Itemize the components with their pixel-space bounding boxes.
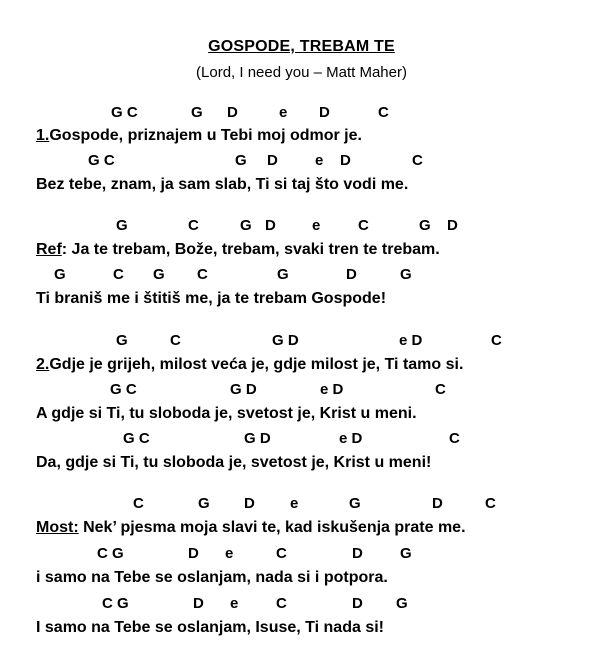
lyric-text: Gospode, priznajem u Tebi moj odmor je. (49, 127, 362, 144)
chord: C (170, 332, 181, 349)
chord: D (432, 495, 443, 512)
chord: C (133, 495, 144, 512)
chord: D (352, 545, 363, 562)
chord: G (235, 152, 247, 169)
verse2-line1 (36, 355, 463, 375)
chord: G C (123, 430, 150, 447)
verse2-line3: Da, gdje si Ti, tu sloboda je, svetost je, Krist u meni! (36, 454, 432, 471)
chord: G (349, 495, 361, 512)
chord: e D (339, 430, 363, 447)
chord: D (193, 595, 204, 612)
chord: D (188, 545, 199, 562)
chord: G (191, 104, 203, 121)
chord: e (230, 595, 239, 612)
chord: D (352, 595, 363, 612)
chord: e D (399, 332, 423, 349)
chord: G D (272, 332, 299, 349)
chord: D (346, 266, 357, 283)
chord: G C (110, 381, 137, 398)
refrain-line2: Ti braniš me i štitiš me, ja te trebam Gospode! (36, 290, 387, 307)
bridge-line2: i samo na Tebe se oslanjam, nada si i potpora. (36, 569, 388, 586)
refrain-line1 (36, 240, 440, 260)
chord: D (227, 104, 238, 121)
chord: G (277, 266, 289, 283)
chord: C G (97, 545, 124, 562)
verse-label: 1. (36, 127, 50, 144)
chord: C (276, 545, 287, 562)
chord: D (244, 495, 255, 512)
lyric-text: : Ja te trebam, Bože, trebam, svaki tren te trebam. (61, 241, 440, 258)
chord: D (265, 217, 276, 234)
verse-label: 2. (36, 356, 50, 373)
chord: G (116, 217, 128, 234)
chord: C (276, 595, 287, 612)
chord: C (435, 381, 446, 398)
chord: C (378, 104, 389, 121)
chord: C (188, 217, 199, 234)
chord: e (225, 545, 234, 562)
chord: e (290, 495, 299, 512)
chord: C G (102, 595, 129, 612)
chord: G (198, 495, 210, 512)
chord: G (240, 217, 252, 234)
lyric-text: Nek’ pjesma moja slavi te, kad iskušenja prate me. (78, 519, 466, 536)
chord: C (491, 332, 502, 349)
chord: G (54, 266, 66, 283)
chord: e D (320, 381, 344, 398)
chord: C (113, 266, 124, 283)
bridge-line3: I samo na Tebe se oslanjam, Isuse, Ti nada si! (36, 619, 384, 636)
chord: G C (88, 152, 115, 169)
chord: G (153, 266, 165, 283)
chord: G (419, 217, 431, 234)
lyric-text: Gdje je grijeh, milost veća je, gdje milost je, Ti tamo si. (49, 356, 464, 373)
chord: C (412, 152, 423, 169)
chord: e (279, 104, 288, 121)
bridge-line1 (36, 518, 466, 538)
chord: G D (230, 381, 257, 398)
chord: D (447, 217, 458, 234)
verse1-line1 (36, 126, 362, 146)
chord: C (485, 495, 496, 512)
chord: D (319, 104, 330, 121)
bridge-label: Most: (36, 519, 79, 536)
verse1-line2: Bez tebe, znam, ja sam slab, Ti si taj što vodi me. (36, 176, 409, 193)
chord: G (400, 266, 412, 283)
chord: G (400, 545, 412, 562)
chord: G (116, 332, 128, 349)
chord: C (358, 217, 369, 234)
chord: G (396, 595, 408, 612)
chord: G D (244, 430, 271, 447)
verse2-line2: A gdje si Ti, tu sloboda je, svetost je, Krist u meni. (36, 405, 417, 422)
song-title: GOSPODE, TREBAM TE (208, 38, 395, 55)
chord: G C (111, 104, 138, 121)
song-subtitle: (Lord, I need you – Matt Maher) (196, 64, 407, 81)
chord: C (197, 266, 208, 283)
chord: D (340, 152, 351, 169)
refrain-label: Ref (36, 241, 62, 258)
chord: C (449, 430, 460, 447)
chord: D (267, 152, 278, 169)
chord: e (315, 152, 324, 169)
chord: e (312, 217, 321, 234)
